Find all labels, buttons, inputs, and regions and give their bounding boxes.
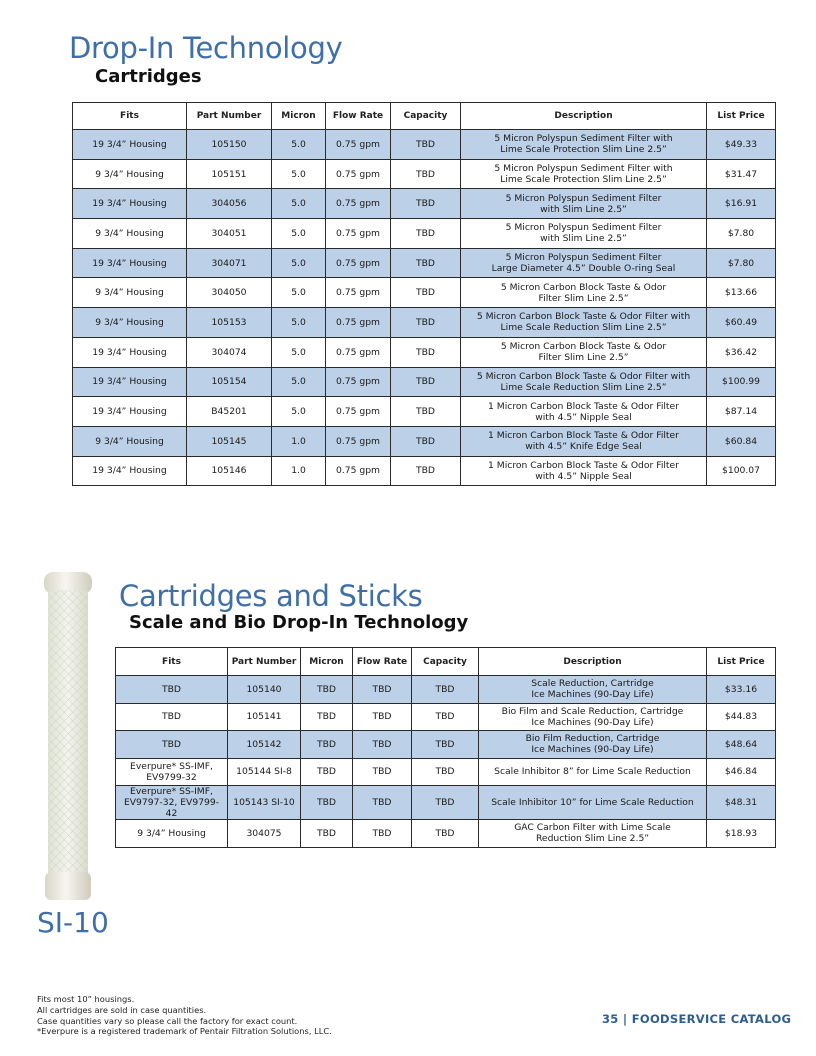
footnote: All cartridges are sold in case quantities. [37, 1004, 207, 1015]
description-cell [461, 337, 707, 367]
fits-cell: 9 3/4” Housing [73, 308, 187, 338]
list-price-cell: $49.33 [707, 130, 776, 160]
description-cell [461, 159, 707, 189]
description-line: Bio Film Reduction, Cartridge [525, 733, 660, 745]
description-line: with Slim Line 2.5” [540, 233, 627, 245]
footnote: *Everpure is a registered trademark of Pentair Filtration Solutions, LLC. [37, 1026, 332, 1037]
column-header: Capacity [391, 103, 461, 130]
capacity-cell: TBD [412, 786, 479, 820]
part-number-cell: 105153 [187, 308, 272, 338]
flow-rate-cell: 0.75 gpm [326, 189, 391, 219]
part-number-cell: B45201 [187, 397, 272, 427]
capacity-cell: TBD [391, 159, 461, 189]
flow-rate-cell: 0.75 gpm [326, 456, 391, 486]
table-row [73, 159, 776, 189]
capacity-cell: TBD [391, 248, 461, 278]
table-header-row [116, 648, 776, 676]
column-header: Flow Rate [326, 103, 391, 130]
list-price-cell: $33.16 [707, 676, 776, 704]
micron-cell: 5.0 [272, 219, 326, 249]
description-line: Ice Machines (90-Day Life) [531, 689, 654, 701]
description-cell [479, 731, 707, 759]
part-number-cell: 105144 SI-8 [228, 758, 301, 786]
capacity-cell: TBD [391, 189, 461, 219]
description-line: Scale Inhibitor 8” for Lime Scale Reduction [494, 766, 691, 778]
table-row [73, 278, 776, 308]
part-number-cell: 105151 [187, 159, 272, 189]
fits-cell: 19 3/4” Housing [73, 130, 187, 160]
fits-cell: 19 3/4” Housing [73, 248, 187, 278]
table-row [73, 426, 776, 456]
fits-cell: 19 3/4” Housing [73, 397, 187, 427]
flow-rate-cell: 0.75 gpm [326, 159, 391, 189]
table-row [73, 337, 776, 367]
list-price-cell: $60.84 [707, 426, 776, 456]
description-cell [479, 820, 707, 848]
fits-line: 9 3/4” Housing [137, 827, 206, 839]
micron-cell: TBD [301, 820, 353, 848]
flow-rate-cell: 0.75 gpm [326, 397, 391, 427]
part-number-cell: 304050 [187, 278, 272, 308]
micron-cell: 5.0 [272, 308, 326, 338]
description-line: Filter Slim Line 2.5” [538, 292, 629, 304]
scale-bio-table [115, 647, 776, 848]
description-line: Ice Machines (90-Day Life) [531, 744, 654, 756]
flow-rate-cell: 0.75 gpm [326, 278, 391, 308]
flow-rate-cell: TBD [353, 786, 412, 820]
capacity-cell: TBD [391, 130, 461, 160]
fits-line: TBD [162, 683, 181, 695]
capacity-cell: TBD [412, 820, 479, 848]
micron-cell: 5.0 [272, 337, 326, 367]
fits-cell [116, 703, 228, 731]
table-header-row [73, 103, 776, 130]
micron-cell: TBD [301, 703, 353, 731]
fits-cell: 19 3/4” Housing [73, 337, 187, 367]
flow-rate-cell: TBD [353, 703, 412, 731]
flow-rate-cell: TBD [353, 731, 412, 759]
description-line: 5 Micron Polyspun Sediment Filter with [494, 163, 673, 175]
micron-cell: TBD [301, 786, 353, 820]
flow-rate-cell: TBD [353, 820, 412, 848]
description-line: Scale Inhibitor 10” for Lime Scale Reduction [491, 797, 694, 808]
column-header: Fits [73, 103, 187, 130]
capacity-cell: TBD [391, 337, 461, 367]
footnote: Case quantities vary so please call the factory for exact count. [37, 1015, 298, 1026]
flow-rate-cell: TBD [353, 758, 412, 786]
capacity-cell: TBD [391, 219, 461, 249]
part-number-cell: 304056 [187, 189, 272, 219]
table-row [73, 130, 776, 160]
column-header: List Price [707, 648, 776, 676]
description-line: Lime Scale Protection Slim Line 2.5” [500, 144, 667, 156]
description-cell [479, 758, 707, 786]
micron-cell: 1.0 [272, 456, 326, 486]
micron-cell: 5.0 [272, 367, 326, 397]
description-cell [461, 219, 707, 249]
part-number-cell: 105140 [228, 676, 301, 704]
description-cell [461, 397, 707, 427]
capacity-cell: TBD [412, 676, 479, 704]
description-line: Filter Slim Line 2.5” [538, 352, 629, 364]
fits-line: EV9799-32 [146, 771, 197, 783]
fits-cell: 19 3/4” Housing [73, 456, 187, 486]
fits-line: EV9797-32, EV9799-42 [123, 797, 220, 819]
description-line: GAC Carbon Filter with Lime Scale [514, 822, 671, 834]
description-cell [461, 189, 707, 219]
list-price-cell: $100.99 [707, 367, 776, 397]
capacity-cell: TBD [391, 426, 461, 456]
table-row [73, 248, 776, 278]
description-line: with 4.5” Knife Edge Seal [525, 441, 642, 453]
table-row [116, 731, 776, 759]
footnote: Fits most 10” housings. [37, 994, 135, 1004]
part-number-cell: 304075 [228, 820, 301, 848]
description-cell [461, 278, 707, 308]
table-row [73, 308, 776, 338]
micron-cell: 5.0 [272, 159, 326, 189]
list-price-cell: $16.91 [707, 189, 776, 219]
part-number-cell: 105141 [228, 703, 301, 731]
fits-cell: 19 3/4” Housing [73, 189, 187, 219]
micron-cell: 5.0 [272, 189, 326, 219]
list-price-cell: $7.80 [707, 248, 776, 278]
table-row [116, 703, 776, 731]
capacity-cell: TBD [412, 731, 479, 759]
description-line: 5 Micron Carbon Block Taste & Odor Filter with [476, 370, 691, 382]
description-line: with Slim Line 2.5” [540, 203, 627, 215]
column-header: Micron [272, 103, 326, 130]
description-cell [479, 786, 707, 820]
fits-cell: 9 3/4” Housing [73, 278, 187, 308]
footnotes [37, 994, 332, 1037]
description-line: Lime Scale Reduction Slim Line 2.5” [500, 381, 667, 393]
description-cell [461, 248, 707, 278]
column-header: Description [461, 103, 707, 130]
list-price-cell: $60.49 [707, 308, 776, 338]
part-number-cell: 105143 SI-10 [228, 786, 301, 820]
flow-rate-cell: 0.75 gpm [326, 426, 391, 456]
table-row [73, 367, 776, 397]
list-price-cell: $48.64 [707, 731, 776, 759]
column-header: Part Number [187, 103, 272, 130]
description-line: with 4.5” Nipple Seal [535, 470, 632, 482]
description-cell [461, 308, 707, 338]
list-price-cell: $31.47 [707, 159, 776, 189]
cartridge-product-image [43, 572, 93, 900]
table-row [73, 397, 776, 427]
part-number-cell: 304071 [187, 248, 272, 278]
list-price-cell: $100.07 [707, 456, 776, 486]
description-line: Reduction Slim Line 2.5” [535, 833, 650, 845]
part-number-cell: 105154 [187, 367, 272, 397]
description-line: Large Diameter 4.5” Double O-ring Seal [491, 263, 676, 275]
column-header: Fits [116, 648, 228, 676]
fits-line: Everpure* SS-IMF, [130, 786, 213, 797]
table-row [116, 676, 776, 704]
column-header: Part Number [228, 648, 301, 676]
column-header: Capacity [412, 648, 479, 676]
section-title-drop-in: Drop-In Technology [69, 31, 343, 65]
description-line: 5 Micron Polyspun Sediment Filter [505, 192, 662, 204]
fits-cell: 9 3/4” Housing [73, 219, 187, 249]
description-line: Bio Film and Scale Reduction, Cartridge [501, 705, 684, 717]
description-line: 5 Micron Polyspun Sediment Filter with [494, 133, 673, 145]
flow-rate-cell: 0.75 gpm [326, 367, 391, 397]
capacity-cell: TBD [412, 703, 479, 731]
part-number-cell: 105150 [187, 130, 272, 160]
flow-rate-cell: 0.75 gpm [326, 337, 391, 367]
description-cell [461, 426, 707, 456]
part-number-cell: 105146 [187, 456, 272, 486]
micron-cell: TBD [301, 731, 353, 759]
description-cell [461, 456, 707, 486]
description-cell [461, 130, 707, 160]
fits-cell [116, 820, 228, 848]
section-subtitle-scale-bio: Scale and Bio Drop-In Technology [129, 612, 469, 633]
section-title-cartridges-sticks: Cartridges and Sticks [119, 579, 423, 613]
fits-cell [116, 758, 228, 786]
description-line: Lime Scale Reduction Slim Line 2.5” [500, 322, 667, 334]
page-footer: 35 | FOODSERVICE CATALOG [602, 1012, 792, 1026]
fits-line: Everpure* SS-IMF, [130, 760, 213, 772]
flow-rate-cell: 0.75 gpm [326, 308, 391, 338]
fits-cell [116, 676, 228, 704]
description-line: Lime Scale Protection Slim Line 2.5” [500, 174, 667, 186]
capacity-cell: TBD [391, 278, 461, 308]
list-price-cell: $46.84 [707, 758, 776, 786]
description-line: Scale Reduction, Cartridge [531, 678, 654, 690]
fits-cell: 9 3/4” Housing [73, 159, 187, 189]
table-row [116, 786, 776, 820]
list-price-cell: $87.14 [707, 397, 776, 427]
capacity-cell: TBD [391, 397, 461, 427]
flow-rate-cell: 0.75 gpm [326, 219, 391, 249]
flow-rate-cell: 0.75 gpm [326, 248, 391, 278]
flow-rate-cell: 0.75 gpm [326, 130, 391, 160]
part-number-cell: 105142 [228, 731, 301, 759]
capacity-cell: TBD [412, 758, 479, 786]
micron-cell: TBD [301, 676, 353, 704]
description-line: Ice Machines (90-Day Life) [531, 716, 654, 728]
description-line: 1 Micron Carbon Block Taste & Odor Filter [488, 430, 679, 442]
table-row [73, 219, 776, 249]
capacity-cell: TBD [391, 456, 461, 486]
micron-cell: 5.0 [272, 278, 326, 308]
part-number-cell: 105145 [187, 426, 272, 456]
description-line: 5 Micron Carbon Block Taste & Odor [500, 281, 667, 293]
description-line: with 4.5” Nipple Seal [535, 411, 632, 423]
column-header: List Price [707, 103, 776, 130]
description-line: 1 Micron Carbon Block Taste & Odor Filter [488, 459, 679, 471]
column-header: Micron [301, 648, 353, 676]
part-number-cell: 304074 [187, 337, 272, 367]
list-price-cell: $7.80 [707, 219, 776, 249]
list-price-cell: $13.66 [707, 278, 776, 308]
table-row [73, 189, 776, 219]
micron-cell: 1.0 [272, 426, 326, 456]
capacity-cell: TBD [391, 308, 461, 338]
fits-cell [116, 786, 228, 820]
description-line: 5 Micron Polyspun Sediment Filter [505, 252, 662, 264]
list-price-cell: $48.31 [707, 786, 776, 820]
part-number-cell: 304051 [187, 219, 272, 249]
fits-cell: 19 3/4” Housing [73, 367, 187, 397]
product-label: SI-10 [37, 906, 109, 939]
column-header: Description [479, 648, 707, 676]
description-cell [461, 367, 707, 397]
table-row [116, 758, 776, 786]
description-cell [479, 703, 707, 731]
table-row [73, 456, 776, 486]
description-line: 1 Micron Carbon Block Taste & Odor Filter [488, 400, 679, 412]
fits-cell: 9 3/4” Housing [73, 426, 187, 456]
fits-line: TBD [162, 738, 181, 750]
micron-cell: 5.0 [272, 397, 326, 427]
fits-line: TBD [162, 711, 181, 723]
description-line: 5 Micron Carbon Block Taste & Odor [500, 341, 667, 353]
list-price-cell: $18.93 [707, 820, 776, 848]
list-price-cell: $36.42 [707, 337, 776, 367]
section-subtitle-cartridges: Cartridges [95, 66, 202, 87]
table-row [116, 820, 776, 848]
cartridges-table [72, 102, 776, 486]
description-cell [479, 676, 707, 704]
micron-cell: 5.0 [272, 248, 326, 278]
micron-cell: TBD [301, 758, 353, 786]
micron-cell: 5.0 [272, 130, 326, 160]
description-line: 5 Micron Carbon Block Taste & Odor Filter with [476, 311, 691, 323]
capacity-cell: TBD [391, 367, 461, 397]
flow-rate-cell: TBD [353, 676, 412, 704]
column-header: Flow Rate [353, 648, 412, 676]
fits-cell [116, 731, 228, 759]
list-price-cell: $44.83 [707, 703, 776, 731]
description-line: 5 Micron Polyspun Sediment Filter [505, 222, 662, 234]
